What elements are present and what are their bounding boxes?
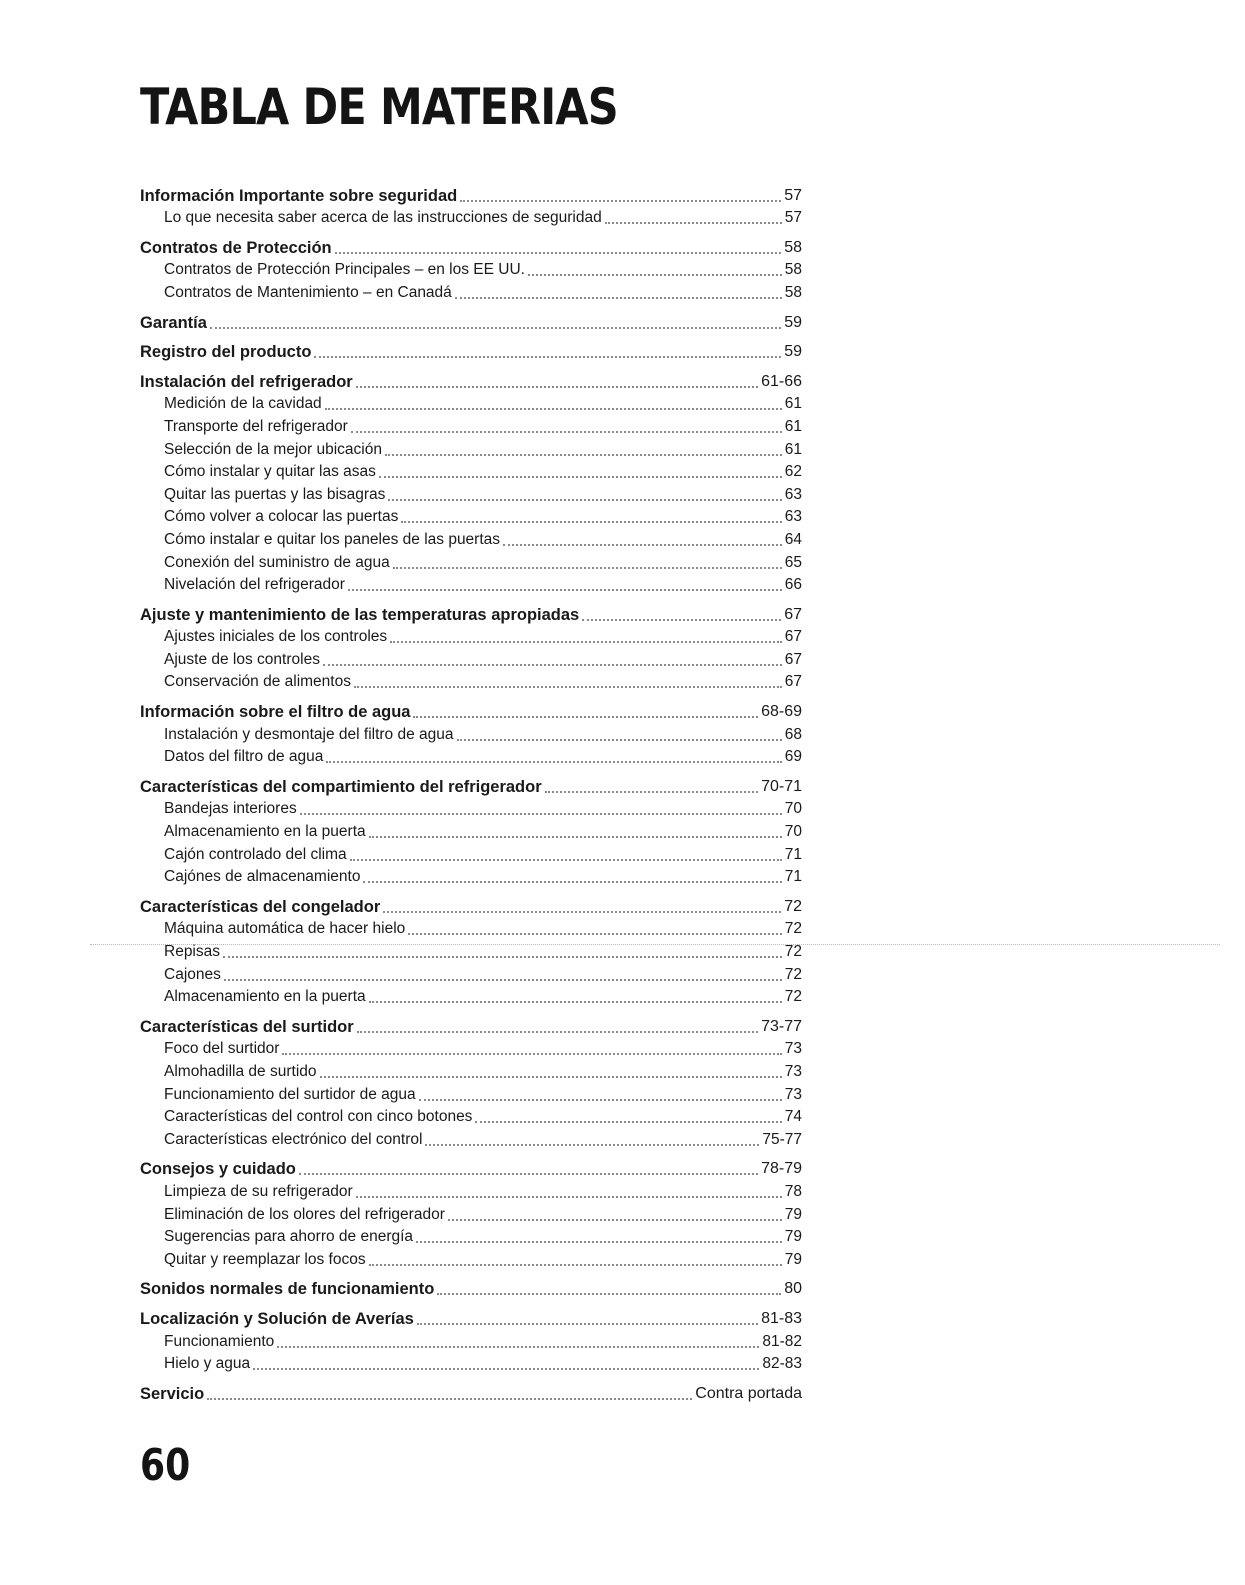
- toc-subsection-entry: [140, 506, 802, 529]
- toc-entry-label: Cómo volver a colocar las puertas: [164, 508, 399, 526]
- toc-entry-page: 73: [784, 1062, 802, 1080]
- toc-entry-page: 70: [784, 823, 802, 841]
- toc-entry-page: 82-83: [762, 1355, 802, 1373]
- toc-entry-page: 79: [784, 1205, 802, 1223]
- toc-subsection-entry: [140, 986, 802, 1009]
- toc-subsection-entry: [140, 671, 802, 694]
- toc-dot-leader: [351, 430, 782, 433]
- toc-entry-label: Cajónes de almacenamiento: [164, 868, 361, 886]
- toc-entry-label: Nivelación del refrigerador: [164, 576, 345, 594]
- toc-entry-page: 67: [784, 628, 802, 646]
- toc-dot-leader: [401, 520, 781, 523]
- toc-dot-leader: [320, 1075, 782, 1078]
- toc-entry-page: 78: [784, 1182, 802, 1200]
- toc-dot-leader: [357, 1030, 758, 1033]
- toc-entry-label: Características del congelador: [140, 897, 381, 916]
- toc-entry-page: 61: [784, 395, 802, 413]
- toc-subsection-entry: [140, 461, 802, 484]
- toc-entry-label: Información sobre el filtro de agua: [140, 703, 411, 722]
- toc-entry-page: 61-66: [761, 372, 802, 390]
- toc-entry-page: 57: [784, 186, 802, 204]
- toc-entry-label: Instalación y desmontaje del filtro de agua: [164, 725, 454, 743]
- toc-entry-page: 61: [784, 440, 802, 458]
- toc-dot-leader: [323, 663, 782, 666]
- toc-entry-label: Garantía: [140, 313, 207, 332]
- toc-entry-label: Limpieza de su refrigerador: [164, 1182, 353, 1200]
- toc-entry-label: Ajustes iniciales de los controles: [164, 628, 388, 646]
- toc-entry-label: Quitar y reemplazar los focos: [164, 1250, 366, 1268]
- toc-dot-leader: [528, 273, 782, 276]
- toc-entry-label: Conservación de alimentos: [164, 673, 351, 691]
- toc-entry-page: 62: [784, 463, 802, 481]
- toc-entry-page: 67: [784, 650, 802, 668]
- toc-subsection-entry: [140, 259, 802, 282]
- toc-entry-page: 69: [784, 748, 802, 766]
- toc-dot-leader: [325, 407, 782, 410]
- toc-entry-label: Selección de la mejor ubicación: [164, 440, 382, 458]
- toc-entry-page: 58: [784, 238, 802, 256]
- toc-dot-leader: [326, 760, 781, 763]
- toc-subsection-entry: [140, 483, 802, 506]
- toc-entry-page: 58: [784, 283, 802, 301]
- toc-dot-leader: [207, 1397, 692, 1400]
- toc-entry-label: Lo que necesita saber acerca de las instrucciones de seguridad: [164, 209, 602, 227]
- toc-dot-leader: [379, 475, 782, 478]
- toc-entry-page: 75-77: [762, 1130, 802, 1148]
- toc-entry-label: Cajón controlado del clima: [164, 845, 347, 863]
- toc-entry-page: 70: [784, 800, 802, 818]
- toc-dot-leader: [503, 543, 782, 546]
- toc-entry-page: 72: [784, 943, 802, 960]
- toc-entry-label: Cómo instalar e quitar los paneles de las puertas: [164, 530, 501, 548]
- toc-dot-leader: [385, 453, 782, 456]
- toc-entry-page: 57: [784, 209, 802, 227]
- toc-section-entry: [140, 700, 802, 723]
- toc-subsection-entry: [140, 1128, 802, 1151]
- toc-subsection-entry: [140, 281, 802, 304]
- toc-subsection-entry: [140, 1203, 802, 1226]
- toc-entry-label: Medición de la cavidad: [164, 395, 322, 413]
- toc-entry-label: Conexión del suministro de agua: [164, 553, 390, 571]
- toc-entry-label: Almacenamiento en la puerta: [164, 988, 366, 1006]
- toc-subsection-entry: [140, 866, 802, 889]
- toc-entry-label: Localización y Solución de Averías: [140, 1309, 414, 1328]
- toc-subsection-entry: [140, 820, 802, 843]
- toc-dot-leader: [457, 738, 782, 741]
- toc-entry-label: Bandejas interiores: [164, 800, 297, 818]
- toc-subsection-entry: [140, 528, 802, 551]
- toc-dot-leader: [363, 880, 781, 883]
- toc-subsection-entry: [140, 393, 802, 416]
- toc-dot-leader: [605, 221, 782, 224]
- toc-dot-leader: [369, 835, 782, 838]
- toc-subsection-entry: [140, 551, 802, 574]
- toc-entry-label: Características del surtidor: [140, 1017, 354, 1036]
- toc-dot-leader: [437, 1292, 781, 1295]
- toc-entry-page: 78-79: [761, 1160, 802, 1178]
- toc-section-entry: [140, 775, 802, 798]
- toc-subsection-entry: [140, 1038, 802, 1061]
- toc-entry-page: 81-82: [762, 1332, 802, 1350]
- toc-section-entry: [140, 1382, 802, 1405]
- toc-subsection-entry: [140, 1083, 802, 1106]
- toc-entry-label: Sugerencias para ahorro de energía: [164, 1228, 414, 1246]
- toc-dot-leader: [350, 858, 782, 861]
- toc-entry-label: Contratos de Protección Principales – en los EE UU.: [164, 261, 525, 279]
- toc-entry-label: Eliminación de los olores del refrigerador: [164, 1205, 445, 1223]
- toc-entry-label: Características electrónico del control: [164, 1130, 423, 1148]
- toc-dot-leader: [416, 1240, 782, 1243]
- toc-section-entry: [140, 370, 802, 393]
- toc-dot-leader: [282, 1052, 781, 1055]
- toc-dot-leader: [223, 955, 782, 958]
- toc-entry-label: Funcionamiento del surtidor de agua: [164, 1085, 416, 1103]
- toc-subsection-entry: [140, 1353, 802, 1376]
- toc-entry-page: 70-71: [761, 777, 802, 795]
- toc-entry-label: Transporte del refrigerador: [164, 417, 348, 435]
- toc-entry-page: 59: [784, 313, 802, 331]
- toc-entry-label: Funcionamiento: [164, 1332, 275, 1350]
- toc-entry-label: Información Importante sobre seguridad: [140, 186, 458, 205]
- toc-subsection-entry: [140, 648, 802, 671]
- toc-dot-leader: [388, 498, 781, 501]
- toc-entry-page: 73-77: [761, 1017, 802, 1035]
- toc-entry-page: 79: [784, 1228, 802, 1246]
- toc-entry-label: Repisas: [164, 943, 220, 960]
- toc-entry-page: 72: [784, 897, 802, 915]
- toc-entry-label: Foco del surtidor: [164, 1040, 280, 1058]
- toc-dot-leader: [455, 296, 782, 299]
- page-title: TABLA DE MATERIAS: [140, 78, 618, 136]
- toc-dot-leader: [356, 385, 758, 388]
- toc-entry-page: 65: [784, 553, 802, 571]
- toc-subsection-entry: [140, 1180, 802, 1203]
- toc-entry-label: Servicio: [140, 1384, 205, 1403]
- page-number: 60: [140, 1440, 191, 1491]
- toc-subsection-entry: [140, 574, 802, 597]
- toc-entry-label: Sonidos normales de funcionamiento: [140, 1280, 435, 1299]
- toc-entry-page: 64: [784, 530, 802, 548]
- toc-section-entry: [140, 1278, 802, 1301]
- toc-entry-label: Instalación del refrigerador: [140, 372, 353, 391]
- toc-section-entry: [140, 1015, 802, 1038]
- toc-entry-label: Ajuste de los controles: [164, 650, 320, 668]
- toc-dot-leader: [475, 1120, 781, 1123]
- toc-dot-leader: [419, 1098, 782, 1101]
- toc-subsection-entry: [140, 746, 802, 769]
- toc-section-entry: [140, 341, 802, 364]
- toc-subsection-entry: [140, 415, 802, 438]
- toc-dot-leader: [383, 910, 781, 913]
- toc-dot-leader: [417, 1322, 758, 1325]
- toc-entry-page: 71: [784, 845, 802, 863]
- toc-entry-page: 79: [784, 1250, 802, 1268]
- toc-subsection-entry: [140, 1106, 802, 1129]
- toc-section-entry: [140, 1307, 802, 1330]
- toc-entry-page: 72: [784, 988, 802, 1006]
- toc-entry-page: 72: [784, 965, 802, 983]
- toc-dot-leader: [448, 1218, 782, 1221]
- toc-entry-page: 63: [784, 485, 802, 503]
- toc-dot-leader: [390, 640, 782, 643]
- toc-dot-leader: [253, 1367, 759, 1370]
- toc-subsection-entry: [140, 438, 802, 461]
- toc-dot-leader: [425, 1143, 759, 1146]
- toc-subsection-entry: [140, 963, 802, 986]
- toc-dot-leader: [354, 685, 782, 688]
- toc-section-entry: [140, 895, 802, 918]
- toc-entry-page: 61: [784, 417, 802, 435]
- toc-entry-page: 73: [784, 1040, 802, 1058]
- toc-dot-leader: [545, 790, 758, 793]
- toc-entry-page: Contra portada: [695, 1384, 802, 1402]
- toc-dot-leader: [413, 715, 758, 718]
- toc-dot-leader: [348, 588, 782, 591]
- toc-section-entry: [140, 184, 802, 207]
- toc-dot-leader: [335, 251, 782, 254]
- toc-dot-leader: [356, 1195, 782, 1198]
- toc-entry-page: 80: [784, 1280, 802, 1298]
- toc-subsection-entry: [140, 940, 802, 963]
- toc-subsection-entry: [140, 723, 802, 746]
- toc-entry-label: Características del compartimiento del refrigerador: [140, 777, 542, 796]
- toc-subsection-entry: [140, 626, 802, 649]
- toc-subsection-entry: [140, 1060, 802, 1083]
- toc-entry-page: 68: [784, 725, 802, 743]
- toc-entry-page: 58: [784, 261, 802, 279]
- toc-dot-leader: [300, 812, 782, 815]
- toc-entry-page: 73: [784, 1085, 802, 1103]
- toc-dot-leader: [277, 1345, 759, 1348]
- toc-entry-page: 67: [784, 605, 802, 623]
- toc-dot-leader: [369, 1263, 782, 1266]
- toc-entry-label: Contratos de Protección: [140, 238, 332, 257]
- toc-subsection-entry: [140, 798, 802, 821]
- toc-dot-leader: [460, 199, 781, 202]
- toc-section-entry: [140, 311, 802, 334]
- toc-entry-label: Contratos de Mantenimiento – en Canadá: [164, 283, 452, 301]
- toc-dot-leader: [582, 618, 781, 621]
- toc-subsection-entry: [140, 843, 802, 866]
- toc-section-entry: [140, 603, 802, 626]
- toc-entry-label: Cómo instalar y quitar las asas: [164, 463, 376, 481]
- toc-subsection-entry: [140, 207, 802, 230]
- toc-entry-label: Registro del producto: [140, 343, 312, 362]
- toc-entry-label: Ajuste y mantenimiento de las temperaturas apropiadas: [140, 605, 580, 624]
- toc-dot-leader: [408, 932, 781, 935]
- toc-subsection-entry: [140, 918, 802, 941]
- toc-entry-page: 81-83: [761, 1309, 802, 1327]
- toc-entry-label: Características del control con cinco botones: [164, 1108, 473, 1126]
- toc-entry-page: 68-69: [761, 703, 802, 721]
- toc-subsection-entry: [140, 1248, 802, 1271]
- toc-entry-page: 71: [784, 868, 802, 886]
- toc-entry-label: Hielo y agua: [164, 1355, 251, 1373]
- toc-entry-page: 72: [784, 920, 802, 938]
- toc-entry-label: Datos del filtro de agua: [164, 748, 324, 766]
- toc-entry-label: Consejos y cuidado: [140, 1160, 296, 1179]
- toc-dot-leader: [299, 1172, 758, 1175]
- toc-subsection-entry: [140, 1330, 802, 1353]
- toc-entry-label: Almohadilla de surtido: [164, 1062, 317, 1080]
- table-of-contents: [140, 184, 802, 1405]
- toc-entry-page: 66: [784, 576, 802, 594]
- toc-dot-leader: [369, 1000, 782, 1003]
- toc-entry-label: Quitar las puertas y las bisagras: [164, 485, 386, 503]
- toc-dot-leader: [224, 978, 782, 981]
- toc-entry-page: 63: [784, 508, 802, 526]
- toc-entry-page: 74: [784, 1108, 802, 1126]
- toc-entry-label: Almacenamiento en la puerta: [164, 823, 366, 841]
- toc-section-entry: [140, 1158, 802, 1181]
- toc-dot-leader: [393, 566, 782, 569]
- toc-entry-label: Máquina automática de hacer hielo: [164, 920, 406, 938]
- toc-entry-page: 59: [784, 343, 802, 361]
- toc-section-entry: [140, 236, 802, 259]
- toc-entry-page: 67: [784, 673, 802, 691]
- toc-subsection-entry: [140, 1226, 802, 1249]
- toc-dot-leader: [210, 326, 781, 329]
- toc-dot-leader: [314, 355, 781, 358]
- toc-entry-label: Cajones: [164, 965, 221, 983]
